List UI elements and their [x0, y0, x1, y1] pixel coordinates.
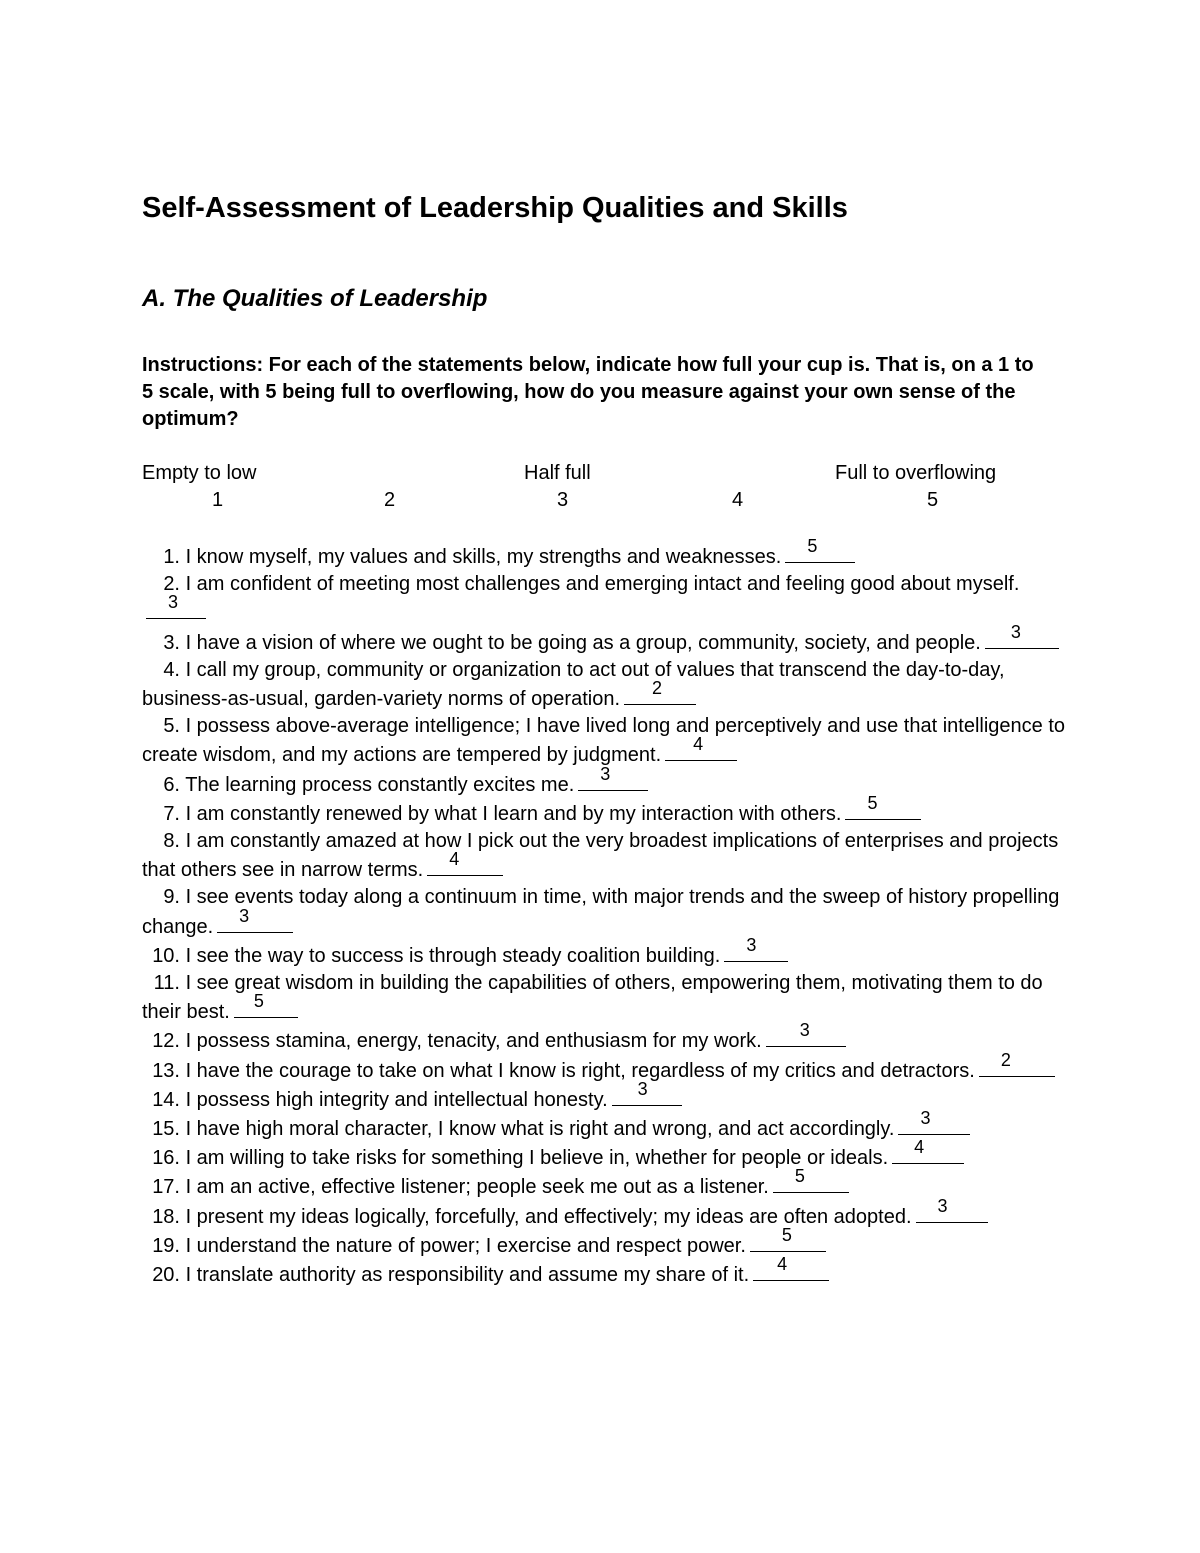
statement-text: I understand the nature of power; I exercise and respect power.	[185, 1234, 746, 1257]
statement-number: 14.	[152, 1088, 180, 1111]
statement-item	[142, 934, 1072, 970]
statement-text: I possess above-average intelligence; I have lived long and perceptively and use that intelligence to create wisdom, and my actions are tempered by judgment.	[142, 715, 1066, 767]
answer-blank[interactable]	[845, 792, 921, 820]
statement-number: 4.	[163, 658, 180, 681]
answer-value: 3	[168, 592, 179, 613]
statement-number: 16.	[152, 1147, 180, 1170]
statement-number: 20.	[152, 1264, 180, 1287]
statement-item	[142, 792, 1072, 828]
answer-blank[interactable]	[146, 592, 206, 619]
statement-number: 18.	[152, 1205, 180, 1228]
answer-value: 5	[781, 1224, 792, 1245]
statement-text: I see events today along a continuum in time, with major trends and the sweep of history propelling change.	[142, 886, 1060, 938]
statement-text: I am confident of meeting most challenges and emerging intact and feeling good about myself.	[185, 573, 1020, 596]
statement-item	[142, 1078, 1072, 1114]
statement-item	[142, 571, 1072, 627]
statement-list	[142, 536, 1072, 1289]
answer-value: 3	[1010, 621, 1021, 642]
statement-item	[142, 828, 1072, 884]
scale-number: 2	[384, 489, 396, 511]
answer-blank[interactable]	[979, 1049, 1055, 1077]
answer-value: 5	[794, 1166, 805, 1187]
statement-number: 12.	[152, 1030, 180, 1053]
statement-text: I am an active, effective listener; people seek me out as a listener.	[185, 1176, 769, 1199]
scale-mid-label: Half full	[524, 462, 591, 484]
statement-number: 6.	[163, 773, 180, 796]
statement-text: I know myself, my values and skills, my strengths and weaknesses.	[185, 546, 782, 568]
answer-blank[interactable]	[753, 1254, 829, 1281]
answer-blank[interactable]	[624, 678, 696, 705]
answer-blank[interactable]	[612, 1078, 682, 1106]
statement-number: 5.	[163, 715, 180, 738]
answer-blank[interactable]	[665, 734, 737, 761]
statement-number: 1.	[163, 546, 180, 568]
answer-value: 2	[1000, 1049, 1011, 1070]
statement-item	[142, 1224, 1072, 1260]
statement-item	[142, 1254, 1072, 1289]
statement-number: 2.	[163, 573, 180, 596]
answer-value: 4	[914, 1137, 925, 1158]
statement-item	[142, 1195, 1072, 1231]
scale-number: 3	[557, 489, 569, 511]
answer-value: 5	[867, 792, 878, 813]
statement-number: 17.	[152, 1176, 180, 1199]
statement-number: 8.	[163, 830, 180, 853]
statement-number: 13.	[152, 1059, 180, 1082]
answer-blank[interactable]	[898, 1108, 970, 1135]
statement-item	[142, 1020, 1072, 1055]
statement-text: I have high moral character, I know what is right and wrong, and act accordingly.	[185, 1118, 895, 1141]
answer-value: 3	[920, 1108, 931, 1129]
answer-blank[interactable]	[766, 1020, 846, 1047]
answer-blank[interactable]	[985, 621, 1059, 649]
answer-blank[interactable]	[724, 934, 788, 962]
statement-item	[142, 536, 1072, 571]
statement-item	[142, 1049, 1072, 1085]
statement-text: I am constantly renewed by what I learn and by my interaction with others.	[185, 802, 842, 825]
document-title: Self-Assessment of Leadership Qualities and Skills	[142, 192, 848, 224]
answer-value: 3	[746, 934, 757, 955]
statement-item	[142, 1166, 1072, 1201]
answer-value: 3	[637, 1078, 648, 1099]
answer-value: 3	[937, 1195, 948, 1216]
answer-blank[interactable]	[234, 991, 298, 1018]
answer-value: 3	[239, 905, 250, 926]
instructions-text: Instructions: For each of the statements below, indicate how full your cup is. That is, on a 1 to 5 scale, with 5 being full to overflowing, how do you measure against your own sense of the optimum?	[142, 354, 1034, 430]
statement-text: I call my group, community or organization to act out of values that transcend the day-to-day, business-as-usual, garden-variety norms of operation.	[142, 658, 1005, 711]
statement-text: I present my ideas logically, forcefully, and effectively; my ideas are often adopted.	[185, 1205, 912, 1228]
statement-number: 19.	[152, 1234, 180, 1257]
scale-high-label: Full to overflowing	[835, 462, 997, 484]
answer-value: 3	[600, 763, 611, 784]
statement-item	[142, 657, 1072, 713]
answer-value: 4	[777, 1254, 788, 1275]
statement-item	[142, 1137, 1072, 1172]
statement-number: 9.	[163, 886, 180, 909]
statement-text: I have a vision of where we ought to be going as a group, community, society, and people.	[185, 631, 981, 654]
statement-number: 10.	[152, 944, 180, 967]
answer-value: 5	[807, 536, 818, 556]
answer-blank[interactable]	[217, 905, 293, 933]
statement-number: 7.	[163, 802, 180, 825]
answer-value: 3	[799, 1020, 810, 1041]
answer-blank[interactable]	[750, 1224, 826, 1252]
statement-text: I possess high integrity and intellectual honesty.	[185, 1088, 608, 1111]
statement-number: 11.	[153, 972, 180, 995]
answer-value: 4	[449, 849, 460, 870]
statement-text: I see great wisdom in building the capabilities of others, empowering them, motivating them to do their best.	[142, 972, 1043, 1024]
statement-item	[142, 713, 1072, 769]
answer-blank[interactable]	[916, 1195, 988, 1223]
answer-value: 2	[652, 678, 663, 699]
scale-number: 1	[212, 489, 224, 511]
section-title: A. The Qualities of Leadership	[142, 285, 488, 312]
answer-blank[interactable]	[892, 1137, 964, 1164]
statement-item	[142, 970, 1072, 1026]
statement-text: I have the courage to take on what I know is right, regardless of my critics and detractors.	[185, 1059, 975, 1082]
scale-number: 5	[927, 489, 939, 511]
statement-text: I am willing to take risks for something I believe in, whether for people or ideals.	[185, 1147, 889, 1170]
statement-number: 3.	[163, 631, 180, 654]
answer-value: 5	[253, 991, 264, 1012]
scale-low-label: Empty to low	[142, 462, 257, 484]
scale-number: 4	[732, 489, 744, 511]
statement-text: I translate authority as responsibility and assume my share of it.	[185, 1264, 750, 1287]
answer-value: 4	[693, 734, 704, 755]
statement-text: The learning process constantly excites me.	[185, 773, 575, 796]
statement-item	[142, 763, 1072, 799]
answer-blank[interactable]	[773, 1166, 849, 1193]
statement-item	[142, 621, 1072, 657]
statement-text: I possess stamina, energy, tenacity, and enthusiasm for my work.	[185, 1030, 762, 1053]
statement-number: 15.	[152, 1118, 180, 1141]
statement-item	[142, 884, 1072, 940]
answer-blank[interactable]	[578, 763, 648, 791]
statement-text: I am constantly amazed at how I pick out the very broadest implications of enterprises and projects that others see in narrow terms.	[142, 830, 1059, 882]
statement-text: I see the way to success is through steady coalition building.	[185, 944, 721, 967]
answer-blank[interactable]	[427, 849, 503, 876]
answer-blank[interactable]	[785, 536, 855, 563]
statement-item	[142, 1108, 1072, 1143]
